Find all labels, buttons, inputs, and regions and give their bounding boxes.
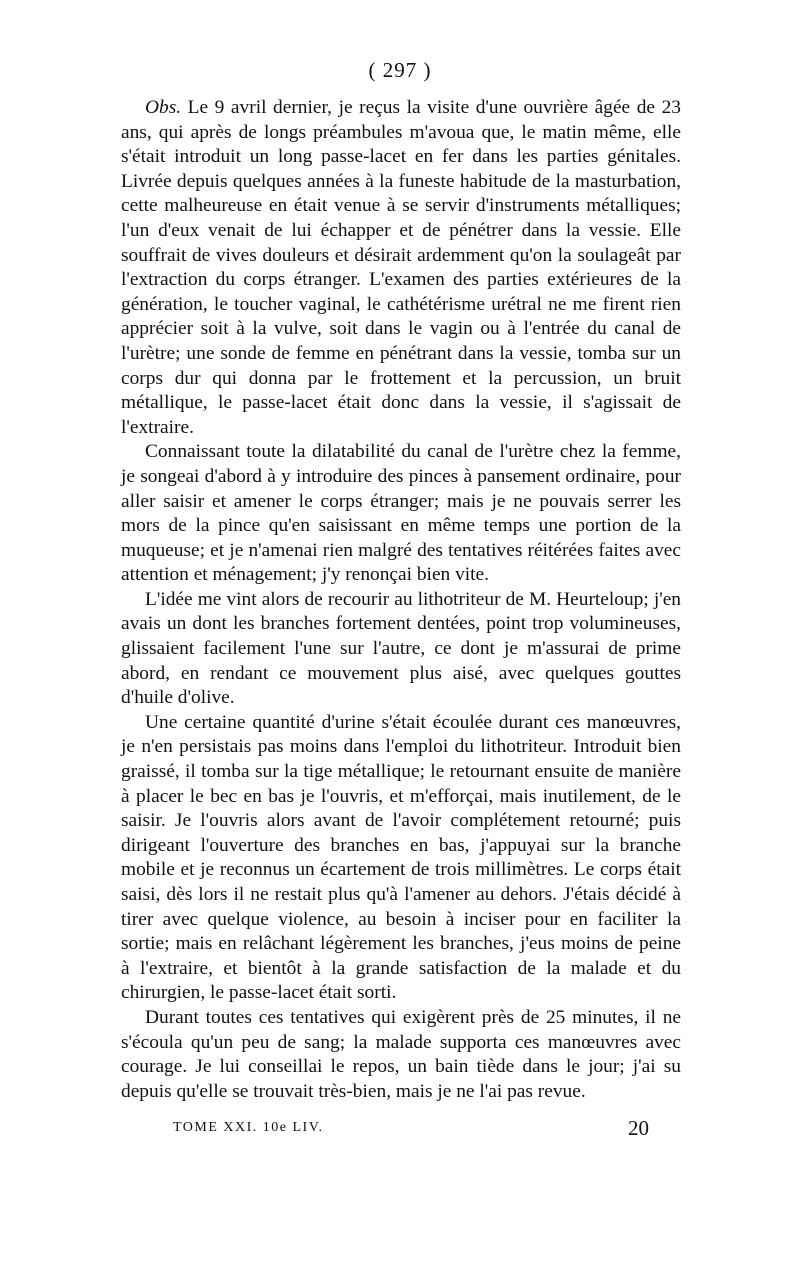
paragraph-1 bbox=[121, 96, 681, 440]
body-text bbox=[121, 96, 681, 1104]
paragraph-4 bbox=[121, 711, 681, 1006]
signature-mark: TOME XXI. 10e LIV. bbox=[173, 1120, 324, 1135]
paragraph-3 bbox=[121, 588, 681, 711]
paragraph-5-text: Durant toutes ces tentatives qui exigèrent près de 25 minutes, il ne s'écoula qu'un peu de sang; la malade supporta ces manœuvres avec courage. Je lui conseillai le repos, un bain tiède dans le jour; j'ai su depuis qu'elle se trouvait très-bien, mais je ne l'ai pas revue. bbox=[121, 1006, 681, 1102]
paragraph-1-text: Le 9 avril dernier, je reçus la visite d'une ouvrière âgée de 23 ans, qui après de longs préambules m'avoua que, le matin même, elle s'était introduit un long passe-lacet en fer dans les parties génitales. Livrée depuis quelques années à la funeste habitude de la masturbation, cette malheureuse en était venue à se servir d'instruments métalliques; l'un d'eux venait de lui échapper et de pénétrer dans la vessie. Elle souffrait de vives douleurs et désirait ardemment qu'on la soulageât par l'extraction du corps étranger. L'examen des parties extérieures de la génération, le toucher vaginal, le cathétérisme urétral ne me firent rien apprécier soit à la vulve, soit dans le vagin ou à l'entrée du canal de l'urètre; une sonde de femme en pénétrant dans la vessie, tomba sur un corps dur qui donna par le frottement et la percussion, un bruit métallique, le passe-lacet était donc dans la vessie, il s'agissait de l'extraire. bbox=[121, 97, 681, 438]
paragraph-5 bbox=[121, 1006, 681, 1104]
paragraph-2 bbox=[121, 440, 681, 588]
paragraph-4-text: Une certaine quantité d'urine s'était écoulée durant ces manœuvres, je n'en persistais pas moins dans l'emploi du lithotriteur. Introduit bien graissé, il tomba sur la tige métallique; le retournant ensuite de manière à placer le bec en bas je l'ouvris, et m'efforçai, mais inutilement, de le saisir. Je l'ouvris alors avant de l'avoir complétement retourné; puis dirigeant l'ouverture des branches en bas, j'appuyai sur la branche mobile et je reconnus un écartement de trois millimètres. Le corps était saisi, dès lors il ne restait plus qu'à l'amener au dehors. J'étais décidé à tirer avec quelque violence, au besoin à inciser pour en faciliter la sortie; mais en relâchant légèrement les branches, j'eus moins de peine à l'extraire, et bientôt à la grande satisfaction de la malade et du chirurgien, le passe-lacet était sorti. bbox=[121, 711, 681, 1004]
paragraph-3-text: L'idée me vint alors de recourir au lithotriteur de M. Heurteloup; j'en avais un dont les branches fortement dentées, point trop volumineuses, glissaient facilement l'une sur l'autre, ce dont je m'assurai de prime abord, en rendant ce mouvement plus aisé, avec quelques gouttes d'huile d'olive. bbox=[121, 588, 681, 709]
paragraph-2-text: Connaissant toute la dilatabilité du canal de l'urètre chez la femme, je songeai d'abord à y introduire des pinces à pansement ordinaire, pour aller saisir et amener le corps étranger; mais je ne pouvais serrer les mors de la pince qu'en saisissant en même temps une portion de la muqueuse; et je n'amenai rien malgré des tentatives réitérées faites avec attention et ménagement; j'y renonçai bien vite. bbox=[121, 441, 681, 586]
sheet-number: 20 bbox=[628, 1116, 649, 1140]
page-number: ( 297 ) bbox=[368, 58, 432, 82]
observation-label: Obs. bbox=[145, 97, 182, 118]
